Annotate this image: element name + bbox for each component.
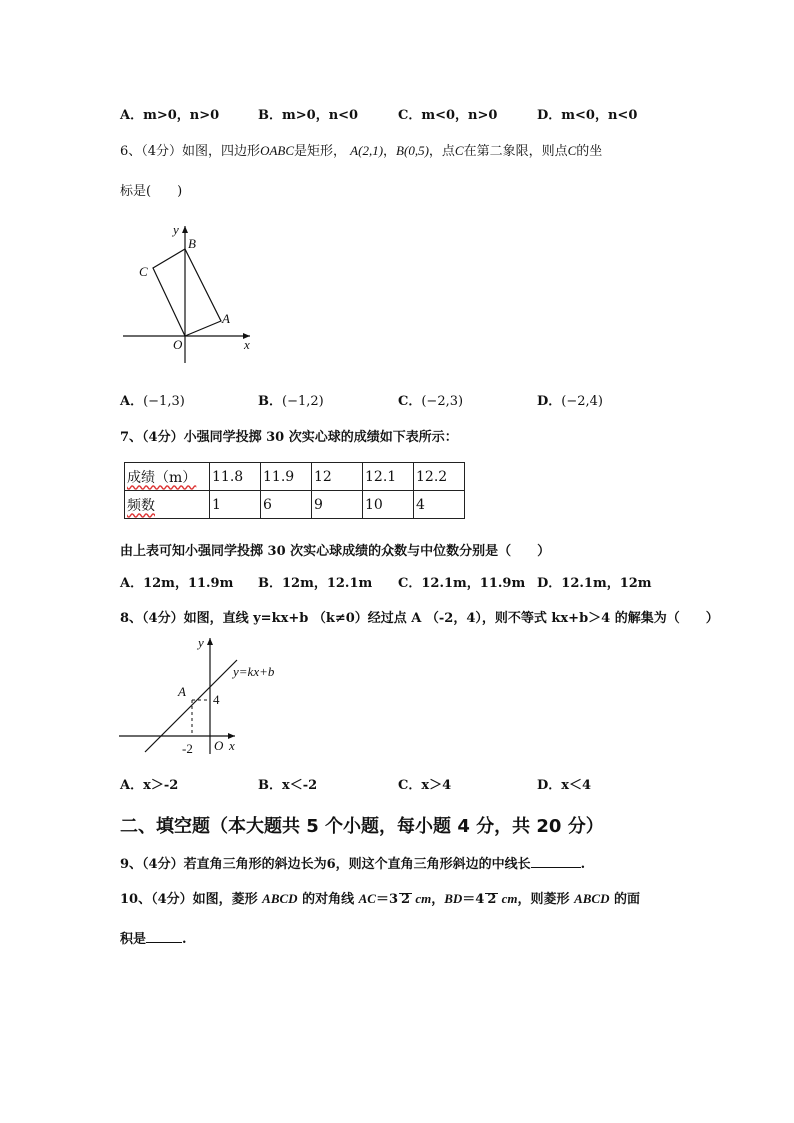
q7-score-table <box>124 462 465 519</box>
q9-stem: 9、（4分）若直角三角形的斜边长为6，则这个直角三角形斜边的中线长 . <box>120 857 586 872</box>
q10-stem: 10、（4分）如图，菱形 ABCD 的对角线 AC＝3 2 cm，BD＝4 2 cm，则菱形 ABCD 的面 <box>120 891 640 907</box>
q8-option-a: A．x＞-2 <box>120 778 179 793</box>
q6-label-o: O <box>173 337 183 352</box>
answer-blank[interactable] <box>146 930 182 943</box>
q5-option-d: D．m<0，n<0 <box>537 108 638 123</box>
table-cell: 10 <box>363 491 414 519</box>
section-heading: 二、填空题（本大题共 5 个小题，每小题 4 分，共 20 分） <box>120 816 604 837</box>
q7-option-a: A．12m，11.9m <box>120 576 234 591</box>
q8-option-b: B．x＜-2 <box>258 778 318 793</box>
table-cell: 4 <box>414 491 465 519</box>
q6-rectangle <box>153 249 221 336</box>
q6-stem-line2: 标是( ) <box>120 184 183 199</box>
q6-option-c: C．(−2,3) <box>398 394 464 409</box>
q5-option-a: A．m>0，n>0 <box>120 108 220 123</box>
q8-label-4: 4 <box>213 692 220 707</box>
sqrt-symbol: 2 <box>401 892 411 907</box>
q8-label-a: A <box>178 684 186 699</box>
q8-label-o: O <box>214 738 224 753</box>
table-cell: 成绩（m） <box>125 463 210 491</box>
q8-option-d: D．x＜4 <box>537 778 592 793</box>
q6-stem: 6、（4分）如图，四边形OABC是矩形， A(2,1)，B(0,5)，点C在第二象限，则点C的坐 <box>120 143 603 159</box>
q8-figure <box>115 632 285 760</box>
table-cell: 11.9 <box>261 463 312 491</box>
q6-label-x: x <box>244 337 250 352</box>
table-cell: 9 <box>312 491 363 519</box>
q6-label-y: y <box>173 222 179 237</box>
q6-label-b: B <box>188 236 196 251</box>
answer-blank[interactable] <box>531 855 581 868</box>
sqrt-symbol: 2 <box>487 892 497 907</box>
table-cell: 1 <box>210 491 261 519</box>
table-cell: 12 <box>312 463 363 491</box>
q8-label-y: y <box>198 635 204 650</box>
q10-stem-line2: 积是 . <box>120 932 187 947</box>
q6-option-d: D．(−2,4) <box>537 394 603 409</box>
table-cell: 11.8 <box>210 463 261 491</box>
q7-stem: 7、（4分）小强同学投掷 30 次实心球的成绩如下表所示： <box>120 430 458 445</box>
q6-option-a: A．(−1,3) <box>120 394 185 409</box>
q7-option-c: C．12.1m，11.9m <box>398 576 526 591</box>
q7-option-b: B．12m，12.1m <box>258 576 373 591</box>
table-cell: 6 <box>261 491 312 519</box>
table-cell: 12.1 <box>363 463 414 491</box>
table-row <box>125 491 465 519</box>
q7-question: 由上表可知小强同学投掷 30 次实心球成绩的众数与中位数分别是（ ） <box>120 544 551 559</box>
q5-option-b: B．m>0，n<0 <box>258 108 359 123</box>
q7-option-d: D．12.1m，12m <box>537 576 652 591</box>
q5-option-c: C．m<0，n>0 <box>398 108 498 123</box>
q6-label-c: C <box>139 264 148 279</box>
q8-label-line: y=kx+b <box>233 664 275 679</box>
q6-label-a: A <box>222 311 230 326</box>
q6-figure <box>115 218 265 368</box>
q6-option-b: B．(−1,2) <box>258 394 324 409</box>
table-row <box>125 463 465 491</box>
table-cell: 12.2 <box>414 463 465 491</box>
q8-label-neg2: -2 <box>182 741 193 756</box>
q8-stem: 8、（4分）如图，直线 y=kx+b （k≠0）经过点 A （-2，4），则不等式 kx+b＞4 的解集为（ ） <box>120 611 719 626</box>
q8-option-c: C．x＞4 <box>398 778 452 793</box>
table-cell: 频数 <box>125 491 210 519</box>
q8-label-x: x <box>229 738 235 753</box>
